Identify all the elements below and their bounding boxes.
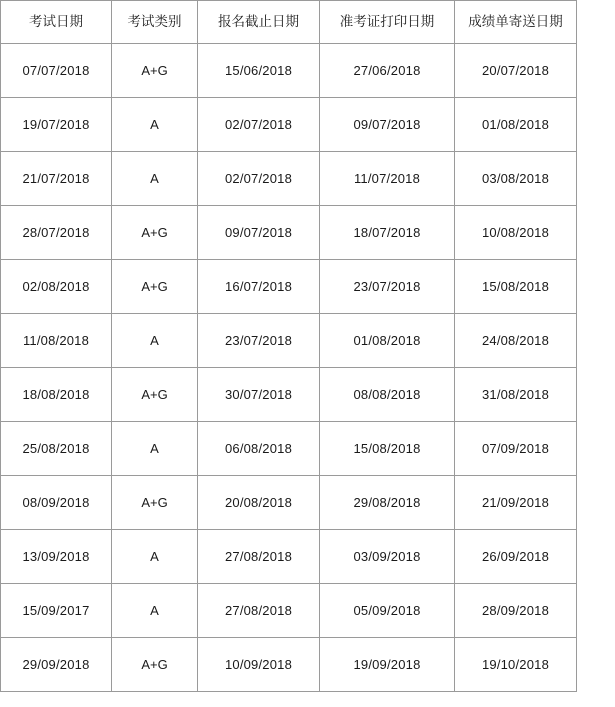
cell-exam-type: A bbox=[112, 314, 198, 368]
cell-exam-date: 18/08/2018 bbox=[1, 368, 112, 422]
cell-admission-ticket-print-date: 15/08/2018 bbox=[320, 422, 455, 476]
cell-registration-deadline: 27/08/2018 bbox=[198, 530, 320, 584]
cell-result-mailing-date: 07/09/2018 bbox=[455, 422, 577, 476]
cell-exam-type: A+G bbox=[112, 638, 198, 692]
cell-result-mailing-date: 15/08/2018 bbox=[455, 260, 577, 314]
table-body bbox=[1, 44, 577, 692]
cell-exam-type: A bbox=[112, 152, 198, 206]
cell-registration-deadline: 30/07/2018 bbox=[198, 368, 320, 422]
cell-result-mailing-date: 31/08/2018 bbox=[455, 368, 577, 422]
column-header-admission-ticket-print-date: 准考证打印日期 bbox=[320, 1, 455, 44]
column-header-result-mailing-date: 成绩单寄送日期 bbox=[455, 1, 577, 44]
cell-admission-ticket-print-date: 05/09/2018 bbox=[320, 584, 455, 638]
cell-registration-deadline: 02/07/2018 bbox=[198, 152, 320, 206]
cell-exam-type: A+G bbox=[112, 476, 198, 530]
cell-admission-ticket-print-date: 29/08/2018 bbox=[320, 476, 455, 530]
table-row bbox=[1, 206, 577, 260]
cell-registration-deadline: 06/08/2018 bbox=[198, 422, 320, 476]
table-row bbox=[1, 260, 577, 314]
table-row bbox=[1, 152, 577, 206]
cell-registration-deadline: 16/07/2018 bbox=[198, 260, 320, 314]
table-row bbox=[1, 314, 577, 368]
cell-registration-deadline: 20/08/2018 bbox=[198, 476, 320, 530]
cell-admission-ticket-print-date: 01/08/2018 bbox=[320, 314, 455, 368]
table-row bbox=[1, 368, 577, 422]
cell-exam-type: A+G bbox=[112, 260, 198, 314]
cell-registration-deadline: 02/07/2018 bbox=[198, 98, 320, 152]
table-row bbox=[1, 476, 577, 530]
cell-admission-ticket-print-date: 09/07/2018 bbox=[320, 98, 455, 152]
cell-result-mailing-date: 24/08/2018 bbox=[455, 314, 577, 368]
cell-exam-date: 29/09/2018 bbox=[1, 638, 112, 692]
cell-admission-ticket-print-date: 08/08/2018 bbox=[320, 368, 455, 422]
column-header-registration-deadline: 报名截止日期 bbox=[198, 1, 320, 44]
table-row bbox=[1, 530, 577, 584]
cell-exam-type: A+G bbox=[112, 44, 198, 98]
table-header bbox=[1, 1, 577, 44]
cell-exam-date: 07/07/2018 bbox=[1, 44, 112, 98]
cell-result-mailing-date: 10/08/2018 bbox=[455, 206, 577, 260]
table-row bbox=[1, 584, 577, 638]
cell-exam-type: A+G bbox=[112, 368, 198, 422]
cell-registration-deadline: 10/09/2018 bbox=[198, 638, 320, 692]
table-row bbox=[1, 422, 577, 476]
cell-admission-ticket-print-date: 19/09/2018 bbox=[320, 638, 455, 692]
cell-exam-date: 15/09/2017 bbox=[1, 584, 112, 638]
cell-exam-date: 08/09/2018 bbox=[1, 476, 112, 530]
cell-registration-deadline: 09/07/2018 bbox=[198, 206, 320, 260]
cell-exam-type: A bbox=[112, 584, 198, 638]
cell-result-mailing-date: 03/08/2018 bbox=[455, 152, 577, 206]
cell-admission-ticket-print-date: 27/06/2018 bbox=[320, 44, 455, 98]
cell-result-mailing-date: 28/09/2018 bbox=[455, 584, 577, 638]
cell-result-mailing-date: 21/09/2018 bbox=[455, 476, 577, 530]
column-header-exam-date: 考试日期 bbox=[1, 1, 112, 44]
cell-exam-type: A bbox=[112, 530, 198, 584]
cell-exam-date: 19/07/2018 bbox=[1, 98, 112, 152]
cell-exam-date: 21/07/2018 bbox=[1, 152, 112, 206]
cell-exam-type: A+G bbox=[112, 206, 198, 260]
cell-admission-ticket-print-date: 18/07/2018 bbox=[320, 206, 455, 260]
table-row bbox=[1, 98, 577, 152]
cell-exam-date: 25/08/2018 bbox=[1, 422, 112, 476]
cell-registration-deadline: 15/06/2018 bbox=[198, 44, 320, 98]
cell-admission-ticket-print-date: 23/07/2018 bbox=[320, 260, 455, 314]
cell-result-mailing-date: 26/09/2018 bbox=[455, 530, 577, 584]
cell-exam-type: A bbox=[112, 422, 198, 476]
cell-result-mailing-date: 01/08/2018 bbox=[455, 98, 577, 152]
cell-registration-deadline: 23/07/2018 bbox=[198, 314, 320, 368]
column-header-exam-type: 考试类别 bbox=[112, 1, 198, 44]
cell-exam-date: 13/09/2018 bbox=[1, 530, 112, 584]
cell-exam-date: 28/07/2018 bbox=[1, 206, 112, 260]
table-row bbox=[1, 638, 577, 692]
cell-result-mailing-date: 20/07/2018 bbox=[455, 44, 577, 98]
cell-admission-ticket-print-date: 03/09/2018 bbox=[320, 530, 455, 584]
cell-registration-deadline: 27/08/2018 bbox=[198, 584, 320, 638]
cell-admission-ticket-print-date: 11/07/2018 bbox=[320, 152, 455, 206]
cell-result-mailing-date: 19/10/2018 bbox=[455, 638, 577, 692]
cell-exam-date: 02/08/2018 bbox=[1, 260, 112, 314]
cell-exam-date: 11/08/2018 bbox=[1, 314, 112, 368]
table-row bbox=[1, 44, 577, 98]
cell-exam-type: A bbox=[112, 98, 198, 152]
table-header-row bbox=[1, 1, 577, 44]
